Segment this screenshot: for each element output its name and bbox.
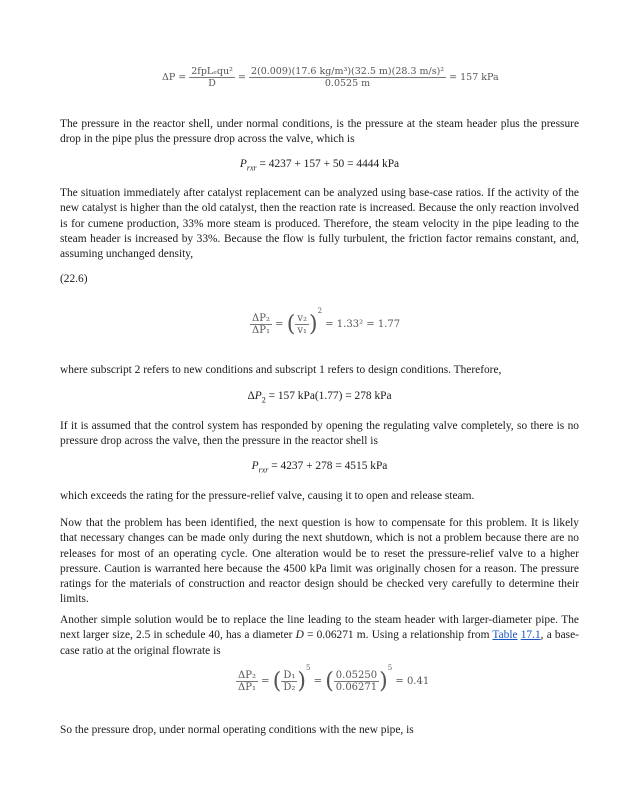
var-p: P <box>254 390 262 402</box>
paragraph-relief-valve: which exceeds the rating for the pressure-relief valve, causing it to open and release steam. <box>60 490 475 502</box>
eq-numerator-values: 2(0.009)(17.6 kg/m³)(32.5 m)(28.3 m/s)² <box>250 66 445 77</box>
equation-prxr-new <box>60 460 579 474</box>
table-link[interactable]: Table <box>492 629 518 642</box>
eq-exponent-2: 5 <box>387 664 393 672</box>
eq-ratio-den: ΔP₁ <box>252 325 270 336</box>
table-number-link[interactable]: 17.1 <box>520 629 541 642</box>
eq-equals: = <box>237 72 246 83</box>
var-d: D <box>295 629 304 642</box>
eq-rhs: = 157 kPa(1.77) = 278 kPa <box>265 390 392 402</box>
p7-mid: = 0.06271 m. Using a relationship from <box>303 629 493 642</box>
equation-number: (22.6) <box>60 273 88 285</box>
paragraph-control-system: If it is assumed that the control system has responded by opening the regulating valve completely, so there is no pressure drop across the valve, then the pressure in the reactor shell is <box>60 420 579 448</box>
paragraph-compensation: Now that the problem has been identified, the next question is how to compensate for this problem. It is likely that necessary changes can be made only during the next shutdown, which is not a problem because there are no releases for most of an operating cycle. One alteration would be to reset the pressure-relief valve to a higher pressure. Caution is warranted here because the 4500 kPa limit was originally chosen for a reason. The pressure ratings for the materials of construction and reactor design should be checked very carefully to determine their limits. <box>60 517 579 606</box>
eq-dratio-fraction <box>236 670 258 693</box>
eq-fraction-general <box>189 66 235 89</box>
eq-delta: Δ <box>247 390 255 402</box>
eq-value-fraction <box>334 670 379 693</box>
eq-rhs: = 4237 + 157 + 50 = 4444 kPa <box>256 158 400 170</box>
eq-diameter-den: D₂ <box>283 682 296 693</box>
eq-dratio-rhs: = 0.41 <box>395 676 430 687</box>
eq-ratio-num: ΔP₂ <box>252 313 270 324</box>
var-sub-rxr: rxr <box>246 163 257 173</box>
eq-diameter-num: D₁ <box>283 670 296 681</box>
eq-denominator: D <box>208 78 216 89</box>
eq-lhs: ΔP = <box>162 72 187 83</box>
equation-pressure-drop <box>162 66 499 89</box>
eq-velocity-den: v₁ <box>297 325 307 336</box>
eq-diameter-fraction <box>281 670 297 693</box>
paragraph-reactor-pressure: The pressure in the reactor shell, under normal conditions, is the pressure at the steam header plus the pressure drop in the pipe plus the pressure drop across the valve, which is <box>60 118 579 146</box>
eq-denominator-values: 0.0525 m <box>324 78 371 89</box>
eq-result: = 157 kPa <box>449 72 499 83</box>
eq-ratio-rhs: = 1.33² = 1.77 <box>325 319 401 330</box>
var-sub-2: 2 <box>261 395 266 405</box>
paragraph-larger-pipe <box>60 613 579 659</box>
p7-after: , a base-case ratio at the original flowrate is <box>60 629 579 657</box>
eq-numerator: 2fpLₑqu² <box>191 66 233 77</box>
var-sub-rxr: rxr <box>258 465 269 475</box>
paragraph-new-pipe-drop: So the pressure drop, under normal operating conditions with the new pipe, is <box>60 724 414 736</box>
p7-before: Another simple solution would be to replace the line leading to the steam header with larger-diameter pipe. The next larger size, 2.5 in schedule 40, has a diameter <box>60 614 579 642</box>
eq-value-den: 0.06271 <box>335 682 378 693</box>
eq-dratio-den: ΔP₁ <box>238 682 256 693</box>
eq-value-num: 0.05250 <box>335 670 378 681</box>
equation-dp2 <box>60 390 579 404</box>
var-p: P <box>239 158 247 170</box>
eq-velocity-fraction <box>295 313 309 336</box>
eq-dratio-num: ΔP₂ <box>238 670 256 681</box>
eq-exponent: 2 <box>317 307 323 315</box>
eq-exponent-1: 5 <box>305 664 311 672</box>
equation-velocity-ratio: $\frac{\text{ΔP₂}}{\text{ΔP₁}}$ = ( $\frac{\text{v₂}}{\text{v₁}}$ )$^2$ = 1.33² = 1.77 <box>252 307 401 337</box>
eq-fraction-values <box>249 66 446 89</box>
equation-diameter-ratio: $\frac{\text{ΔP₂}}{\text{ΔP₁}}$ = ( $\frac{\text{D₁}}{\text{D₂}}$ )$^5$ = ( $\frac{0.05250}{0.06271}$ )$^5$ = 0.41 <box>238 664 430 694</box>
eq-ratio-fraction <box>250 313 272 336</box>
eq-rhs: = 4237 + 278 = 4515 kPa <box>268 460 388 472</box>
eq-velocity-num: v₂ <box>297 313 307 324</box>
paragraph-catalyst-analysis: The situation immediately after catalyst replacement can be analyzed using base-case ratios. If the activity of the new catalyst is higher than the old catalyst, then the reaction rate is increased. Because the only reaction involved is for cumene production, 33% more steam is produced. Therefore, the steam velocity in the pipe leading to the steam header is increased by 33%. Because the flow is fully turbulent, the friction factor remains constant, and, assuming unchanged density, <box>60 187 579 261</box>
paragraph-subscripts: where subscript 2 refers to new conditions and subscript 1 refers to design conditions. Therefore, <box>60 364 502 376</box>
var-p: P <box>251 460 259 472</box>
equation-prxr-normal <box>60 158 579 172</box>
